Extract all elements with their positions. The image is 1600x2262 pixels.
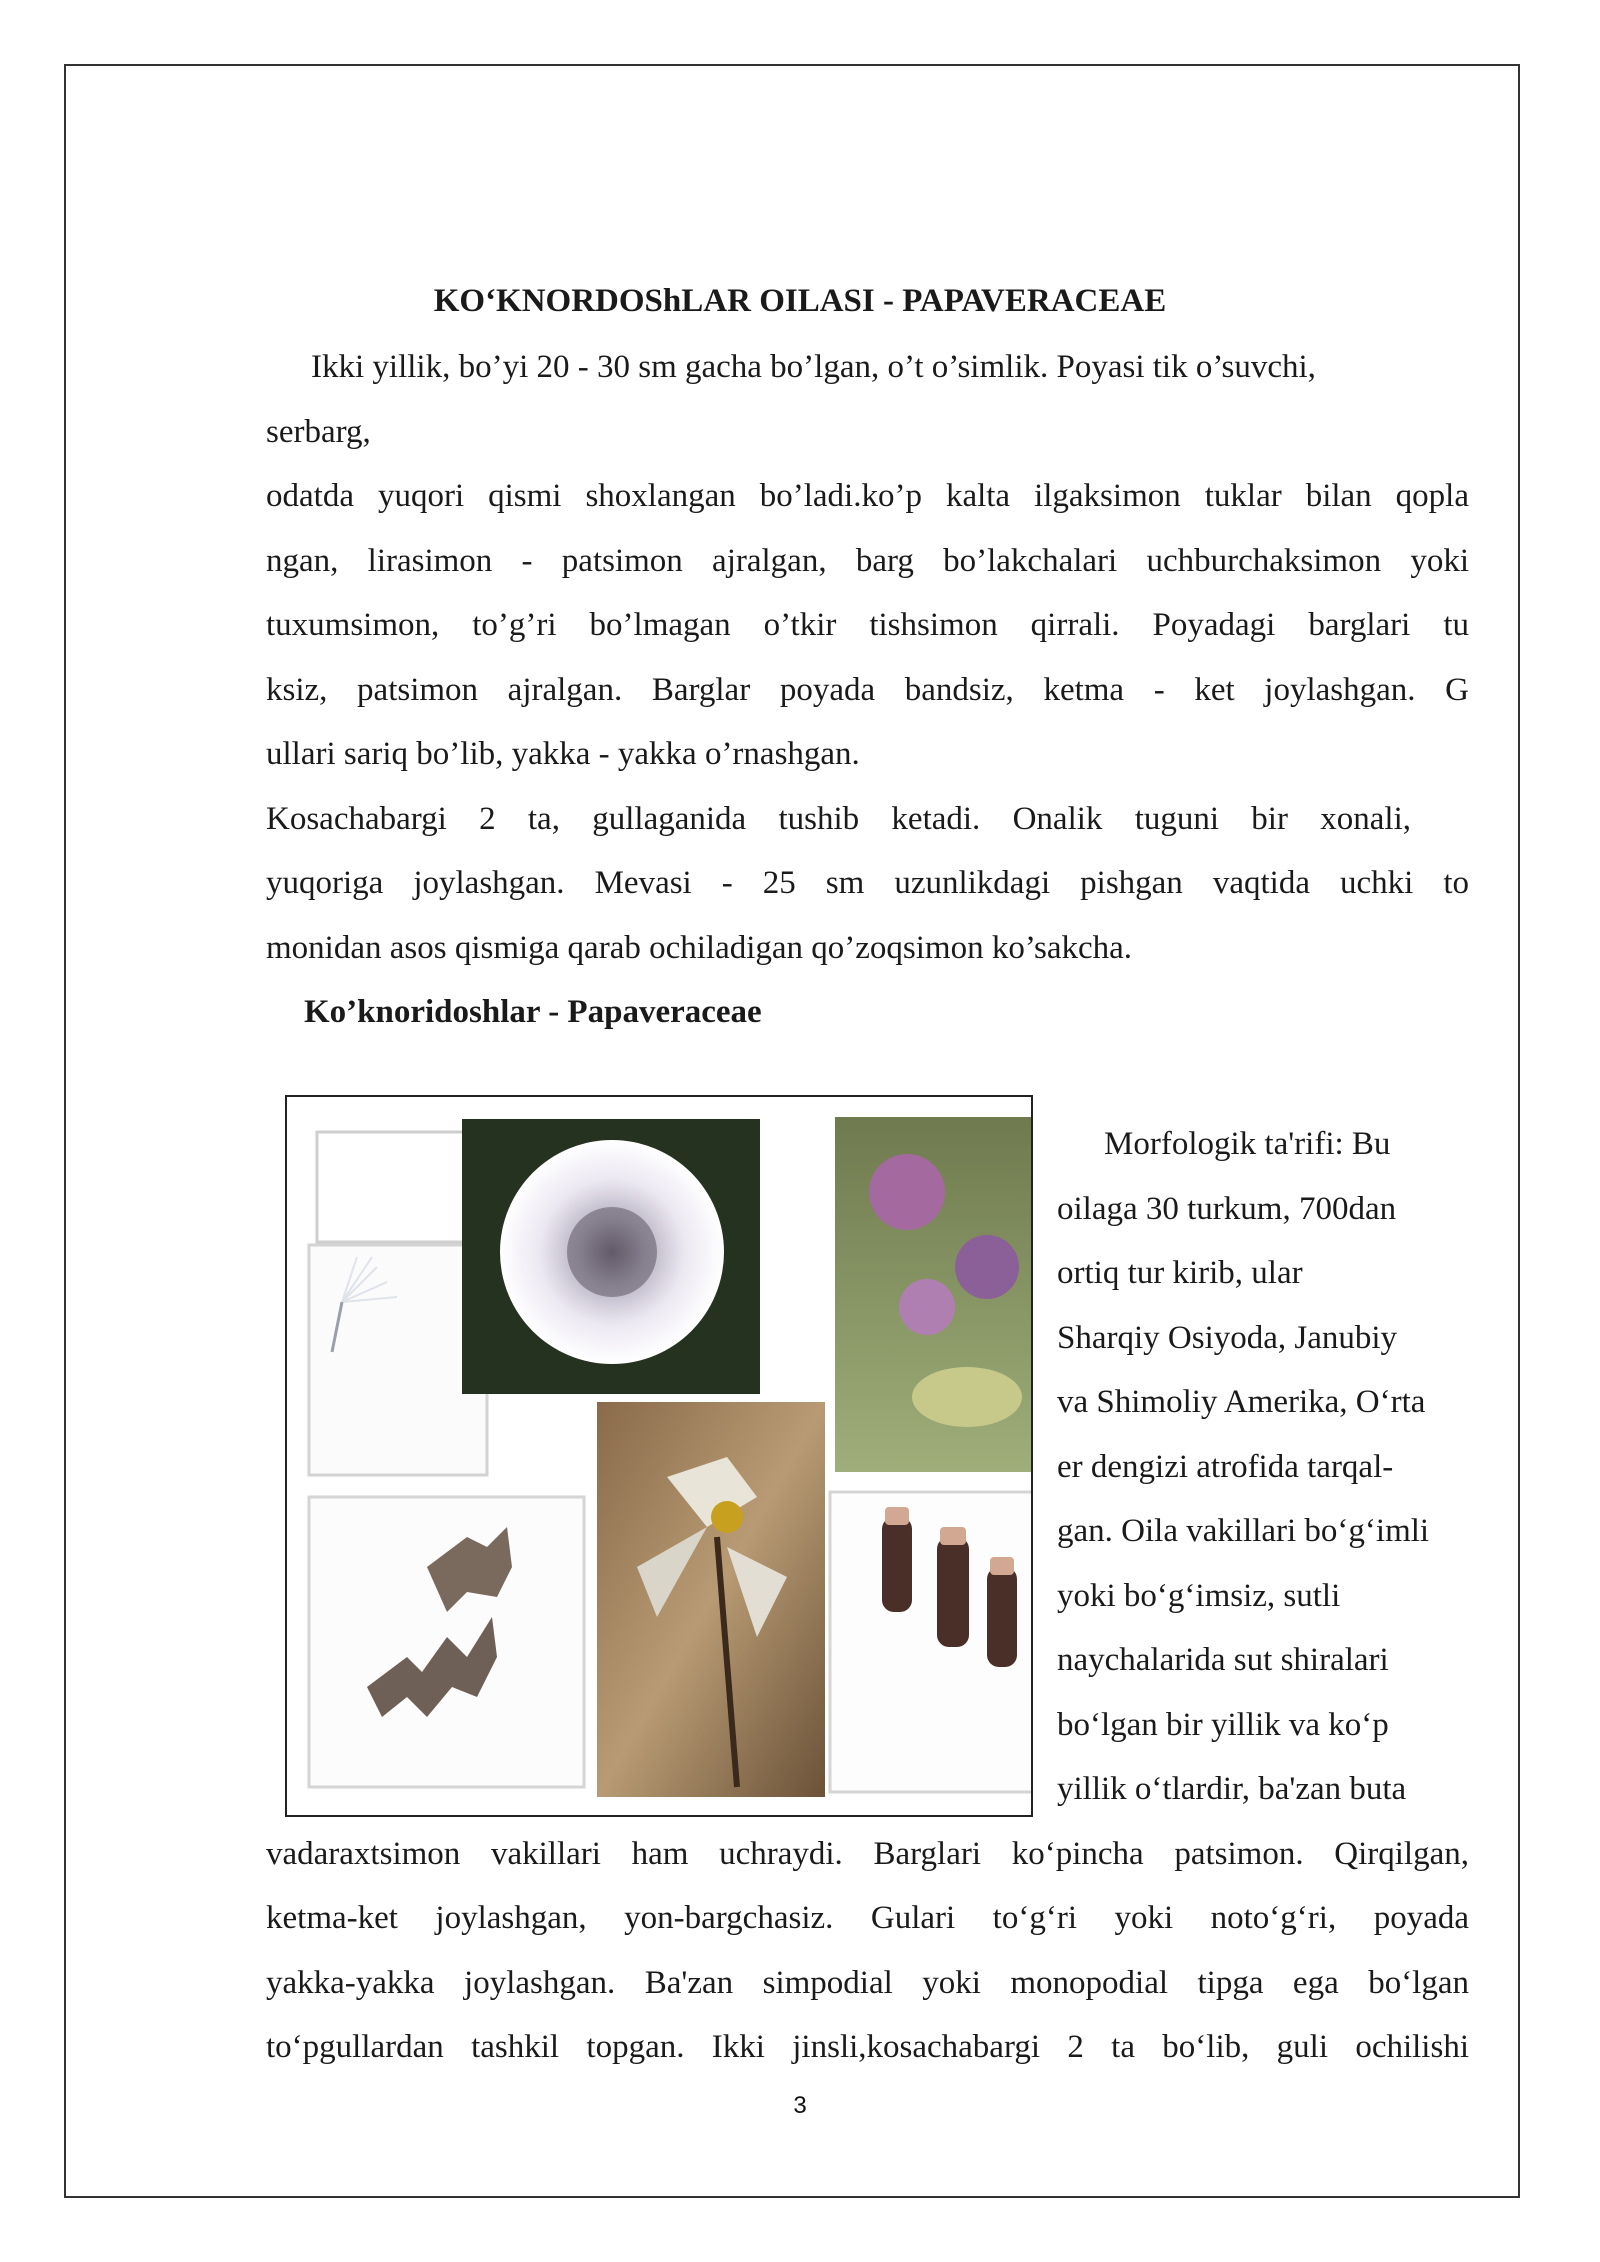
wrap-text-line: gan. Oila vakillari bo‘g‘imli (1057, 1513, 1430, 1549)
paragraph-line: yakka-yakka joylashgan. Ba'zan simpodial yoki monopodial tipga ega bo‘lgan (266, 1965, 1469, 2001)
plant-photo-collage (285, 1095, 1033, 1817)
wrap-text-line: oilaga 30 turkum, 700dan (1057, 1191, 1397, 1227)
collage-graphic (287, 1097, 1033, 1817)
wrap-text-line: va Shimoliy Amerika, O‘rta (1057, 1384, 1426, 1420)
paragraph-line: serbarg, (266, 414, 371, 450)
wrap-text-line: er dengizi atrofida tarqal- (1057, 1449, 1394, 1485)
paragraph-line: ngan, lirasimon - patsimon ajralgan, barg bo’lakchalari uchburchaksimon yoki (266, 543, 1469, 579)
wrap-text-line: yoki bo‘g‘imsiz, sutli (1057, 1578, 1341, 1614)
paragraph-line: monidan asos qismiga qarab ochiladigan qo’zoqsimon ko’sakcha. (266, 930, 1133, 966)
paragraph-line: Kosachabargi 2 ta, gullaganida tushib ketadi. Onalik tuguni bir xonali, (266, 801, 1411, 837)
paragraph-line: yuqoriga joylashgan. Mevasi - 25 sm uzunlikdagi pishgan vaqtida uchki to (266, 865, 1469, 901)
paragraph-line: ketma-ket joylashgan, yon-bargchasiz. Gulari to‘g‘ri yoki noto‘g‘ri, poyada (266, 1900, 1469, 1936)
paragraph-line: tuxumsimon, to’g’ri bo’lmagan o’tkir tishsimon qirrali. Poyadagi barglari tu (266, 607, 1469, 643)
wrap-text-line: yillik o‘tlardir, ba'zan buta (1057, 1771, 1407, 1807)
wrap-text-line: Morfologik ta'rifi: Bu (1104, 1126, 1391, 1162)
wrap-text-line: naychalarida sut shiralari (1057, 1642, 1389, 1678)
wrap-text-line: Sharqiy Osiyoda, Janubiy (1057, 1320, 1398, 1356)
page-number: 3 (793, 2092, 807, 2119)
paragraph-line: vadaraxtsimon vakillari ham uchraydi. Barglari ko‘pincha patsimon. Qirqilgan, (266, 1836, 1469, 1872)
paragraph-line: ullari sariq bo’lib, yakka - yakka o’rnashgan. (266, 736, 860, 772)
paragraph-line: odatda yuqori qismi shoxlangan bo’ladi.ko’p kalta ilgaksimon tuklar bilan qopla (266, 478, 1469, 514)
wrap-text-line: bo‘lgan bir yillik va ko‘p (1057, 1707, 1389, 1743)
page-heading: KO‘KNORDOShLAR OILASI - PAPAVERACEAE (433, 283, 1167, 319)
paragraph-line: ksiz, patsimon ajralgan. Barglar poyada bandsiz, ketma - ket joylashgan. G (266, 672, 1469, 708)
subheading: Ko’knoridoshlar - Papaveraceae (304, 994, 762, 1030)
paragraph-line: Ikki yillik, bo’yi 20 - 30 sm gacha bo’lgan, o’t o’simlik. Poyasi tik o’suvchi, (311, 349, 1316, 385)
wrap-text-line: ortiq tur kirib, ular (1057, 1255, 1303, 1291)
paragraph-line: to‘pgullardan tashkil topgan. Ikki jinsli,kosachabargi 2 ta bo‘lib, guli ochilishi (266, 2029, 1469, 2065)
